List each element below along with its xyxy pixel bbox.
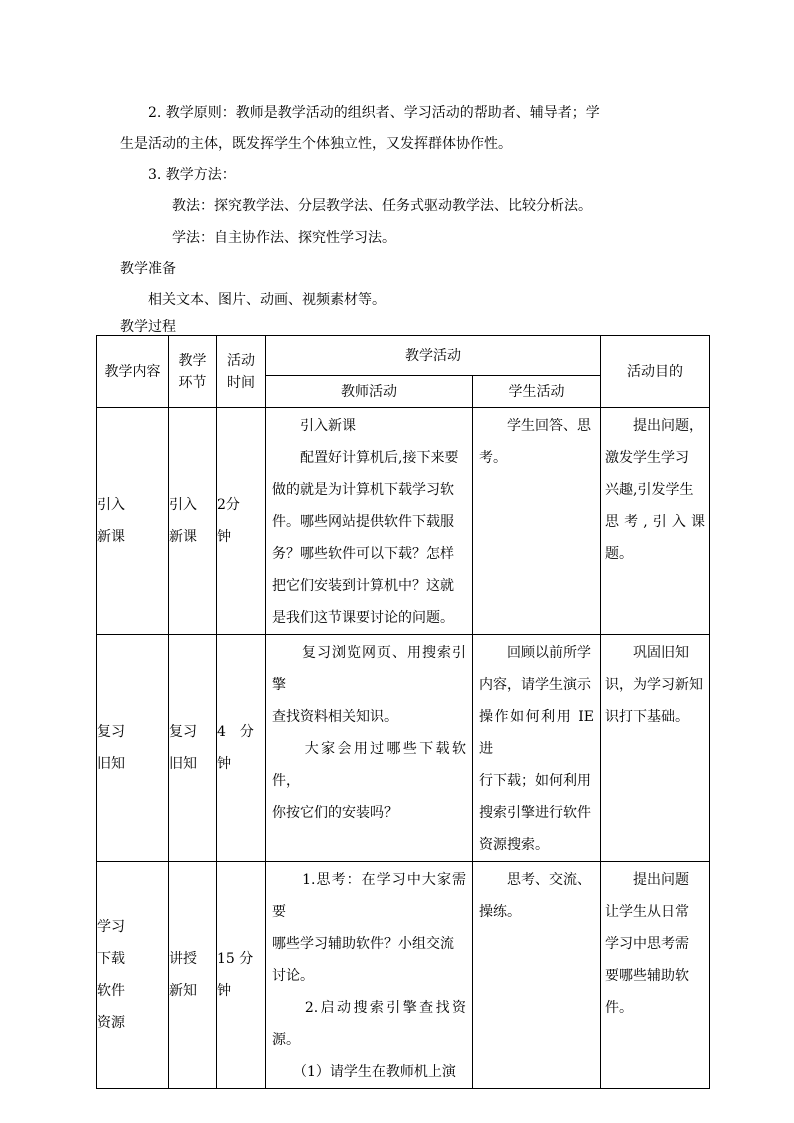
row1-purpose: 提出问题， 激发学生学习 兴趣,引发学生 思考,引入课题。 [601, 408, 710, 635]
teaching-method: 教法：探究教学法、分层教学法、任务式驱动教学法、比较分析法。 [172, 198, 592, 214]
header-teacher: 教师活动 [266, 376, 473, 408]
row1-time: 2分 钟 [217, 408, 266, 635]
row1-stage: 引入 新课 [169, 408, 217, 635]
row2-teacher: 复习浏览网页、用搜索引擎 查找资料相关知识。 大家会用过哪些下载软件， 你按它们的安装吗？ [266, 635, 473, 862]
row3-student: 思考、交流、 操练。 [473, 862, 601, 1089]
table-row [97, 635, 710, 862]
header-student: 学生活动 [473, 376, 601, 408]
learning-method: 学法：自主协作法、探究性学习法。 [172, 230, 396, 246]
row2-time: 4 分 钟 [217, 635, 266, 862]
table-row [97, 408, 710, 635]
row3-content: 学习 下载 软件 资源 [97, 862, 169, 1089]
row3-teacher: 1.思考：在学习中大家需要 哪些学习辅助软件？小组交流 讨论。 2.启动搜索引擎查找资源。 （1）请学生在教师机上演 [266, 862, 473, 1089]
row2-content: 复习 旧知 [97, 635, 169, 862]
principle-line-2: 生是活动的主体，既发挥学生个体独立性，又发挥群体协作性。 [120, 136, 512, 152]
row3-time: 15 分 钟 [217, 862, 266, 1089]
header-stage: 教学 环节 [169, 336, 217, 408]
row3-stage: 讲授 新知 [169, 862, 217, 1089]
principle-line-1: 2. 教学原则：教师是教学活动的组织者、学习活动的帮助者、辅导者；学 [148, 105, 600, 121]
row3-purpose: 提出问题 让学生从日常 学习中思考需 要哪些辅助软 件。 [601, 862, 710, 1089]
row2-stage: 复习 旧知 [169, 635, 217, 862]
row2-student: 回顾以前所学 内容，请学生演示 操作如何利用 IE 进 行下载；如何利用 搜索引擎进行软件 资源搜索。 [473, 635, 601, 862]
row1-student: 学生回答、思 考。 [473, 408, 601, 635]
lesson-table [96, 335, 710, 1089]
header-activity: 教学活动 [266, 336, 601, 376]
table-row [97, 862, 710, 1089]
prep-heading: 教学准备 [120, 261, 176, 277]
process-heading: 教学过程 [120, 319, 176, 335]
prep-text: 相关文本、图片、动画、视频素材等。 [148, 292, 386, 308]
header-content: 教学内容 [97, 336, 169, 408]
header-purpose: 活动目的 [601, 336, 710, 408]
header-time: 活动 时间 [217, 336, 266, 408]
row2-purpose: 巩固旧知 识，为学习新知 识打下基础。 [601, 635, 710, 862]
row1-teacher: 引入新课 配置好计算机后,接下来要 做的就是为计算机下载学习软 件。哪些网站提供软件下载服 务？哪些软件可以下载？怎样 把它们安装到计算机中？这就 是我们这节课要讨论的问题。 [266, 408, 473, 635]
method-heading: 3. 教学方法： [148, 167, 236, 183]
row1-content: 引入 新课 [97, 408, 169, 635]
